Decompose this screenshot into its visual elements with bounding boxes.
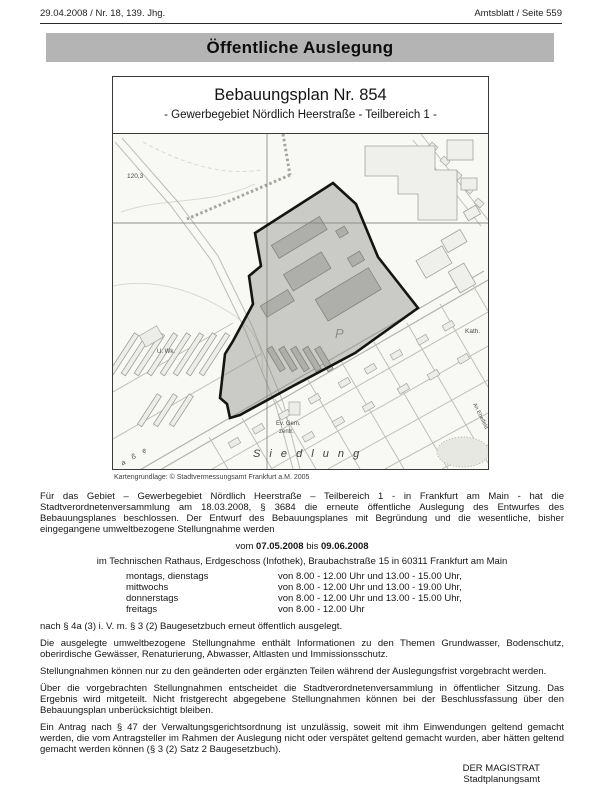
map-label-kath: Kath. [465,328,481,335]
paragraph-decision: Über die vorgebrachten Stellungnahmen entscheidet die Stadtverordnetenversammlung in öffentlicher Sitzung. Das Ergebnis wird mitgeteilt. Nicht fristgerecht abgegebene Stellungnahmen können bei der Beschlussfassung über den Bebauungsplan unberücksichtigt bleiben. [40,683,564,716]
header-date-issue: 29.04.2008 / Nr. 18, 139. Jhg. [40,8,166,19]
display-period-line [40,541,564,552]
map-label-siedlung: S i e d l u n g [253,448,363,460]
schedule-days: freitags [126,604,158,615]
period-connector: bis [306,541,319,552]
plan-subtitle: - Gewerbegebiet Nördlich Heerstraße - Teilbereich 1 - [164,109,437,121]
schedule-hours: von 8.00 - 12.00 Uhr [278,604,365,615]
schedule-row [126,571,564,582]
schedule-hours: von 8.00 - 12.00 Uhr und 13.00 - 15.00 Uhr, [278,593,462,604]
map-credit: Kartengrundlage: © Stadtvermessungsamt Frankfurt a.M. 2005 [114,474,310,481]
plan-title-block [113,77,488,134]
notice-banner: Öffentliche Auslegung [46,33,554,62]
map-park-area [437,437,488,467]
map-label-elevation: 120,3 [127,173,144,180]
page-header [40,8,562,24]
schedule-days: donnerstags [126,593,179,604]
paragraph-intro: Für das Gebiet – Gewerbegebiet Nördlich Heerstraße – Teilbereich 1 - in Frankfurt am Main - hat die Stadtverordnetenversammlung am 18.03.2008, § 3684 die erneute öffentliche Auslegung des Entwurfes des Bebauungsplanes beschlossen. Der Entwurf des Bebauungsplanes mit Begründung und die wesentliche, bisher eingegangene umweltbezogene Stellungnahme werden [40,491,564,535]
notice-body [40,491,564,785]
signature-block [40,763,564,785]
header-publication-page: Amtsblatt / Seite 559 [474,8,562,19]
period-start-date: 07.05.2008 [256,541,304,552]
signature-authority: DER MAGISTRAT [462,763,540,774]
map-label-ev-gem-2: zentr. [279,429,294,435]
schedule-days: montags, dienstags [126,571,209,582]
schedule-row [126,604,564,615]
map-label-an-ebelfeld: An Ebelfeld [471,402,488,431]
location-line: im Technischen Rathaus, Erdgeschoss (Infothek), Braubachstraße 15 in 60311 Frankfurt am Main [96,556,508,567]
paragraph-legal-basis: nach § 4a (3) i. V. m. § 3 (2) Baugesetzbuch erneut öffentlich ausgelegt. [40,621,343,632]
period-end-date: 09.06.2008 [321,541,369,552]
paragraph-application: Ein Antrag nach § 47 der Verwaltungsgerichtsordnung ist unzulässig, soweit mit ihm Einwendungen geltend gemacht werden, die vom Antragsteller im Rahmen der Auslegung nicht oder verspätet geltend gemacht wurden, aber hätten geltend gemacht werden können (§ 3 (2) Satz 2 Baugesetzbuch). [40,722,564,755]
schedule-row [126,593,564,604]
schedule-row [126,582,564,593]
schedule-hours: von 8.00 - 12.00 Uhr und 13.00 - 15.00 Uhr, [278,571,462,582]
schedule-days: mittwochs [126,582,169,593]
signature-department: Stadtplanungsamt [463,774,540,785]
schedule-hours: von 8.00 - 12.00 Uhr und 13.00 - 19.00 Uhr, [278,582,462,593]
map-label-u-wk: U. Wk. [157,349,175,355]
plan-map-box [112,76,489,470]
opening-hours-table [126,571,564,615]
paragraph-comments: Stellungnahmen können nur zu den geänderten oder ergänzten Teilen während der Auslegungsfrist vorgebracht werden. [40,666,547,677]
plan-title: Bebauungsplan Nr. 854 [214,86,387,104]
map-label-ev-gem-1: Ev. Gem. [276,421,301,427]
map-label-street-fragment: a ß e [120,445,151,468]
period-prefix: vom [235,541,254,552]
city-map [113,134,488,469]
paragraph-environment: Die ausgelegte umweltbezogene Stellungnahme enthält Informationen zu den Themen Grundwasser, Bodenschutz, oberirdische Gewässer, Renaturierung, Abwasser, Altlasten und Immissionsschutz. [40,638,564,660]
map-label-parking: P [335,326,344,341]
